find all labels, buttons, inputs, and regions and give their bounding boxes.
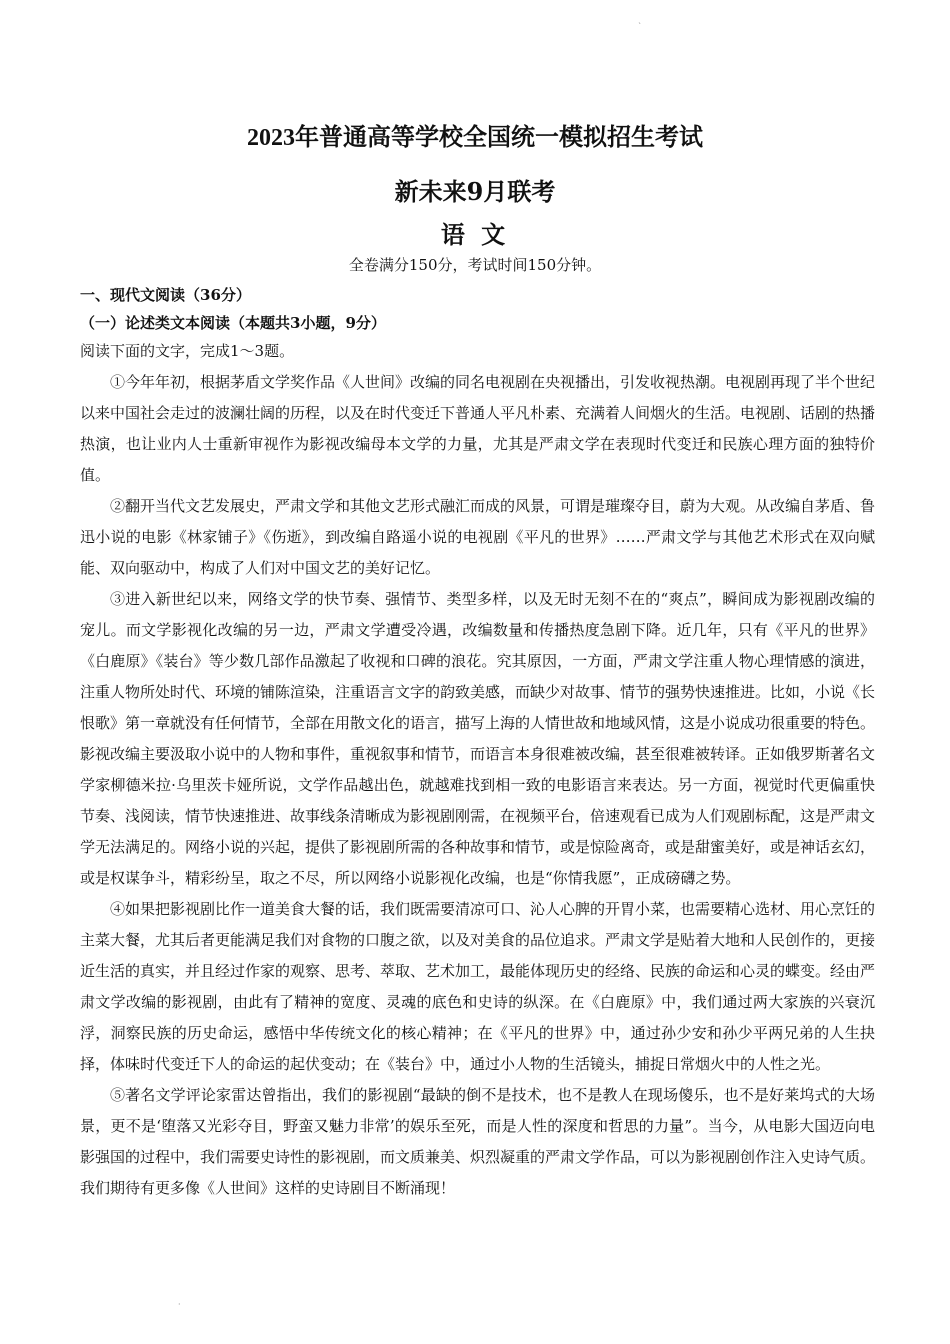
- exam-title: 2023年普通高等学校全国统一模拟招生考试: [247, 125, 703, 151]
- paragraph-3: ③进入新世纪以来，网络文学的快节奏、强情节、类型多样，以及无时无刻不在的“爽点”，瞬间成为影视剧改编的宠儿。而文学影视化改编的另一边，严肃文学遭受冷遇，改编数量和传播热度急剧下降。近几年，只有《平凡的世界》《白鹿原》《装台》等少数几部作品激起了收视和口碑的浪花。究其原因，一方面，严肃文学注重人物心理情感的演进，注重人物所处时代、环境的铺陈渲染，注重语言文字的韵致美感，而缺少对故事、情节的强势快速推进。比如，小说《长恨歌》第一章就没有任何情节，全部在用散文化的语言，描写上海的人情世故和地域风情，这是小说成功很重要的特色。影视改编主要汲取小说中的人物和事件，重视叙事和情节，而语言本身很难被改编，甚至很难被转译。正如俄罗斯著名文学家柳德米拉·乌里茨卡娅所说，文学作品越出色，就越难找到相一致的电影语言来表达。另一方面，视觉时代更偏重快节奏、浅阅读，情节快速推进、故事线条清晰成为影视剧刚需，在视频平台，倍速观看已成为人们观剧标配，这是严肃文学无法满足的。网络小说的兴起，提供了影视剧所需的各种故事和情节，或是惊险离奇，或是甜蜜美好，或是神话玄幻，或是权谋争斗，精彩纷呈，取之不尽，所以网络小说影视化改编，也是“你情我愿”，正成磅礴之势。: [80, 590, 876, 887]
- reading-passage: [80, 367, 875, 1204]
- subject-title: 语 文: [440, 220, 510, 249]
- exam-note: 全卷满分150分，考试时间150分钟。: [348, 256, 602, 274]
- scan-mark-bottom: ·: [178, 1300, 181, 1309]
- reading-instruction: 阅读下面的文字，完成1～3题。: [80, 342, 295, 360]
- section-heading: 一、现代文阅读（36分）: [80, 286, 251, 304]
- paragraph-2: ②翻开当代文艺发展史，严肃文学和其他文艺形式融汇而成的风景，可谓是璀璨夺目，蔚为大观。从改编自茅盾、鲁迅小说的电影《林家铺子》《伤逝》，到改编自路遥小说的电视剧《平凡的世界》……严肃文学与其他艺术形式在双向赋能、双向驱动中，构成了人们对中国文艺的美好记忆。: [80, 497, 876, 577]
- sub-section-heading: （一）论述类文本阅读（本题共3小题，9分）: [80, 314, 386, 332]
- paragraph-1: ①今年年初，根据茅盾文学奖作品《人世间》改编的同名电视剧在央视播出，引发收视热潮。电视剧再现了半个世纪以来中国社会走过的波澜壮阔的历程，以及在时代变迁下普通人平凡朴素、充满着人间烟火的生活。电视剧、话剧的热播热演，也让业内人士重新审视作为影视改编母本文学的力量，尤其是严肃文学在表现时代变迁和民族心理方面的独特价值。: [80, 373, 876, 484]
- paragraph-5: ⑤著名文学评论家雷达曾指出，我们的影视剧“最缺的倒不是技术，也不是教人在现场傻乐，也不是好莱坞式的大场景，更不是‘堕落又光彩夺目，野蛮又魅力非常’的娱乐至死，而是人性的深度和哲思的力量”。当今，从电影大国迈向电影强国的过程中，我们需要史诗性的影视剧，而文质兼美、炽烈凝重的严肃文学作品，可以为影视剧创作注入史诗气质。我们期待有更多像《人世间》这样的史诗剧目不断涌现！: [80, 1086, 876, 1197]
- paragraph-4: ④如果把影视剧比作一道美食大餐的话，我们既需要清凉可口、沁人心脾的开胃小菜，也需要精心选材、用心烹饪的主菜大餐，尤其后者更能满足我们对食物的口腹之欲，以及对美食的品位追求。严肃文学是贴着大地和人民创作的，更接近生活的真实，并且经过作家的观察、思考、萃取、艺术加工，最能体现历史的经络、民族的命运和心灵的蝶变。经由严肃文学改编的影视剧，由此有了精神的宽度、灵魂的底色和史诗的纵深。在《白鹿原》中，我们通过两大家族的兴衰沉浮，洞察民族的历史命运，感悟中华传统文化的核心精神；在《平凡的世界》中，通过孙少安和孙少平两兄弟的人生抉择，体味时代变迁下人的命运的起伏变动；在《装台》中，通过小人物的生活镜头，捕捉日常烟火中的人性之光。: [80, 900, 876, 1073]
- scan-mark: ˋ: [638, 22, 642, 31]
- exam-subtitle: 新未来9月联考: [394, 177, 556, 206]
